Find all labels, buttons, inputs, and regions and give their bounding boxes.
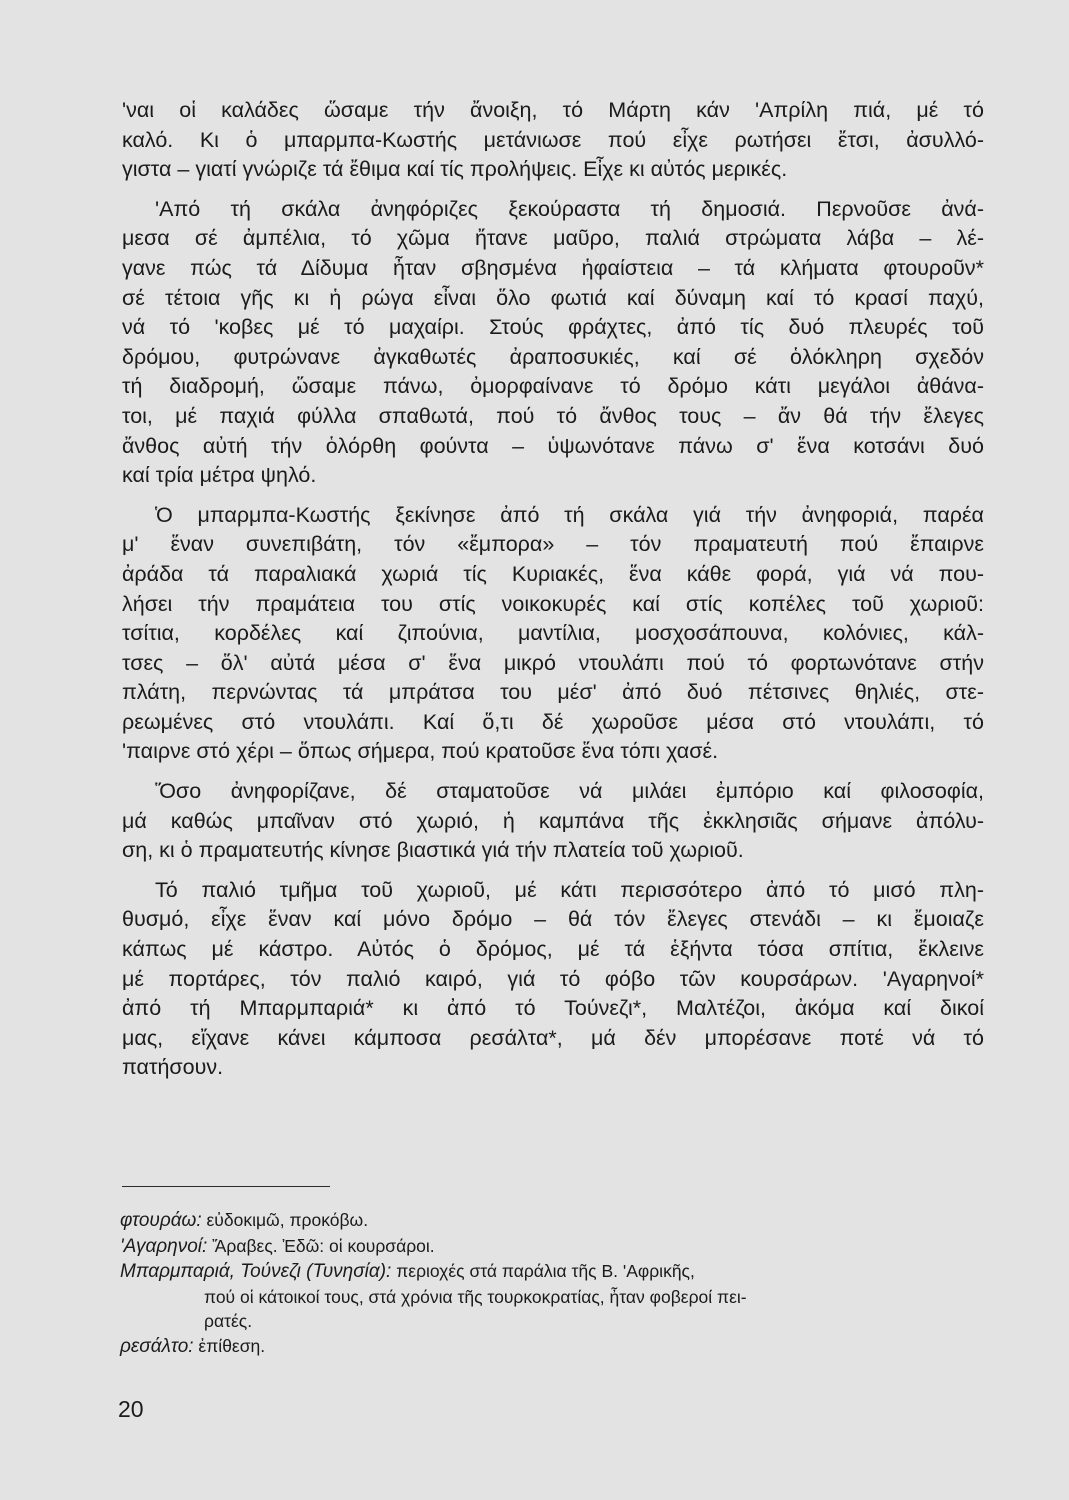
paragraph-gap xyxy=(122,767,984,777)
text-line: δρόμου, φυτρώνανε ἀγκαθωτές ἀραποσυκιές, καί σέ ὁλόκληρη σχεδόν xyxy=(122,344,984,369)
text-line: πλάτη, περνώντας τά μπράτσα του μέσ' ἀπό δυό πέτσινες θηλιές, στε- xyxy=(122,680,984,705)
text-line: γιστα – γιατί γνώριζε τά ἔθιμα καί τίς προλήψεις. Εἶχε κι αὐτός μερικές. xyxy=(122,157,788,182)
text-line: 'παιρνε στό χέρι – ὅπως σήμερα, πού κρατοῦσε ἕνα τόπι χασέ. xyxy=(122,739,719,764)
text-line: καλό. Κι ὁ μπαρμπα-Κωστής μετάνιωσε πού εἶχε ρωτήσει ἔτσι, ἀσυλλό- xyxy=(122,127,984,152)
paragraph xyxy=(122,876,984,1083)
paragraph-gap xyxy=(122,866,984,876)
paragraph xyxy=(122,96,984,185)
footnote-definition: Ἄραβες. Ἐδῶ: οἱ κουρσάροι. xyxy=(207,1235,435,1256)
text-line: νά τό 'κοβες μέ τό μαχαίρι. Στούς φράχτες, ἀπό τίς δυό πλευρές τοῦ xyxy=(122,315,984,340)
paragraph-gap xyxy=(122,491,984,501)
text-line: καί τρία μέτρα ψηλό. xyxy=(122,463,317,488)
footnote xyxy=(120,1208,980,1234)
text-line: ση, κι ὁ πραματευτής κίνησε βιαστικά γιά τήν πλατεία τοῦ χωριοῦ. xyxy=(122,838,744,863)
text-line: μ' ἕναν συνεπιβάτη, τόν «ἔμπορα» – τόν πραματευτή πού ἔπαιρνε xyxy=(122,532,984,557)
text-line: τή διαδρομή, ὥσαμε πάνω, ὀμορφαίνανε τό δρόμο κάτι μεγάλοι ἀθάνα- xyxy=(122,374,984,399)
paragraph xyxy=(122,501,984,767)
page-number: 20 xyxy=(118,1396,144,1422)
text-line: λήσει τήν πραμάτεια του στίς νοικοκυρές καί στίς κοπέλες τοῦ χωριοῦ: xyxy=(122,591,984,616)
footnote xyxy=(120,1259,980,1285)
footnote-continuation: πού οἱ κάτοικοί τους, στά χρόνια τῆς τουρκοκρατίας, ἦταν φοβεροί πει- xyxy=(204,1286,747,1307)
text-line: κάπως μέ κάστρο. Αὐτός ὁ δρόμος, μέ τά ἑξήντα τόσα σπίτια, ἔκλεινε xyxy=(122,937,984,962)
text-line: Ὅσο ἀνηφορίζανε, δέ σταματοῦσε νά μιλάει ἐμπόριο καί φιλοσοφία, xyxy=(155,779,984,804)
text-line: ἀράδα τά παραλιακά χωριά τίς Κυριακές, ἕνα κάθε φορά, γιά νά που- xyxy=(122,561,984,586)
text-line: μέ πορτάρες, τόν παλιό καιρό, γιά τό φόβο τῶν κουρσάρων. 'Αγαρηνοί* xyxy=(122,966,984,991)
text-line: 'ναι οἱ καλάδες ὥσαμε τήν ἄνοιξη, τό Μάρτη κάν 'Απρίλη πιά, μέ τό xyxy=(122,98,984,122)
text-line: τοι, μέ παχιά φύλλα σπαθωτά, πού τό ἄνθος τους – ἄν θά τήν ἔλεγες xyxy=(122,403,984,428)
text-line: ἀπό τή Μπαρμπαριά* κι ἀπό τό Τούνεζι*, Μαλτέζοι, ἀκόμα καί δικοί xyxy=(122,996,984,1021)
paragraph xyxy=(122,777,984,866)
footnote-term: φτουράω: xyxy=(120,1210,202,1231)
footnote xyxy=(120,1334,980,1360)
footnote-term: Μπαρμπαριά, Τούνεζι (Τυνησία): xyxy=(120,1261,392,1282)
text-line: Τό παλιό τμῆμα τοῦ χωριοῦ, μέ κάτι περισσότερο ἀπό τό μισό πλη- xyxy=(155,877,984,902)
footnote-term: 'Αγαρηνοί: xyxy=(120,1235,208,1257)
footnote-separator xyxy=(122,1186,330,1187)
footnote-term: ρεσάλτο: xyxy=(120,1335,194,1357)
text-line: μεσα σέ ἀμπέλια, τό χῶμα ἤτανε μαῦρο, παλιά στρώματα λάβα – λέ- xyxy=(122,226,984,251)
footnote-definition: περιοχές στά παράλια τῆς Β. 'Αφρικῆς, xyxy=(391,1261,695,1281)
text-line: μας, εἴχανε κάνει κάμποσα ρεσάλτα*, μά δέν μπορέσανε ποτέ νά τό xyxy=(122,1025,984,1050)
text-line: 'Από τή σκάλα ἀνηφόριζες ξεκούραστα τή δημοσιά. Περνοῦσε ἀνά- xyxy=(155,196,984,221)
text-line: θυσμό, εἶχε ἕναν καί μόνο δρόμο – θά τόν ἔλεγες στενάδι – κι ἔμοιαζε xyxy=(122,907,984,932)
text-line: τσίτια, κορδέλες καί ζιπούνια, μαντίλια, μοσχοσάπουνα, κολόνιες, κάλ- xyxy=(122,621,984,646)
text-line: μά καθώς μπαῖναν στό χωριό, ἡ καμπάνα τῆς ἐκκλησιᾶς σήμανε ἀπόλυ- xyxy=(122,808,984,833)
text-line: ρεωμένες στό ντουλάπι. Καί ὅ,τι δέ χωροῦσε μέσα στό ντουλάπι, τό xyxy=(122,709,984,734)
text-line: πατήσουν. xyxy=(122,1055,224,1080)
footnote-definition: εὐδοκιμῶ, προκόβω. xyxy=(201,1210,369,1230)
text-line: σέ τέτοια γῆς κι ἡ ρώγα εἶναι ὅλο φωτιά καί δύναμη καί τό κρασί παχύ, xyxy=(122,285,984,310)
footnote-definition: ἐπίθεση. xyxy=(193,1335,266,1356)
footnote-continuation: ρατές. xyxy=(204,1311,253,1331)
paragraph xyxy=(122,195,984,491)
text-line: ἄνθος αὐτή τήν ὁλόρθη φούντα – ὑψωνότανε πάνω σ' ἕνα κοτσάνι δυό xyxy=(122,433,984,458)
text-line: Ὁ μπαρμπα-Κωστής ξεκίνησε ἀπό τή σκάλα γιά τήν ἀνηφοριά, παρέα xyxy=(155,502,984,527)
footnote xyxy=(120,1234,980,1260)
footnotes xyxy=(120,1208,980,1359)
text-line: γανε πώς τά Δίδυμα ἦταν σβησμένα ἡφαίστεια – τά κλήματα φτουροῦν* xyxy=(122,255,984,280)
text-line: τσες – ὅλ' αὐτά μέσα σ' ἕνα μικρό ντουλάπι πού τό φορτωνότανε στήν xyxy=(122,650,984,675)
body-text xyxy=(122,96,984,1083)
paragraph-gap xyxy=(122,185,984,195)
